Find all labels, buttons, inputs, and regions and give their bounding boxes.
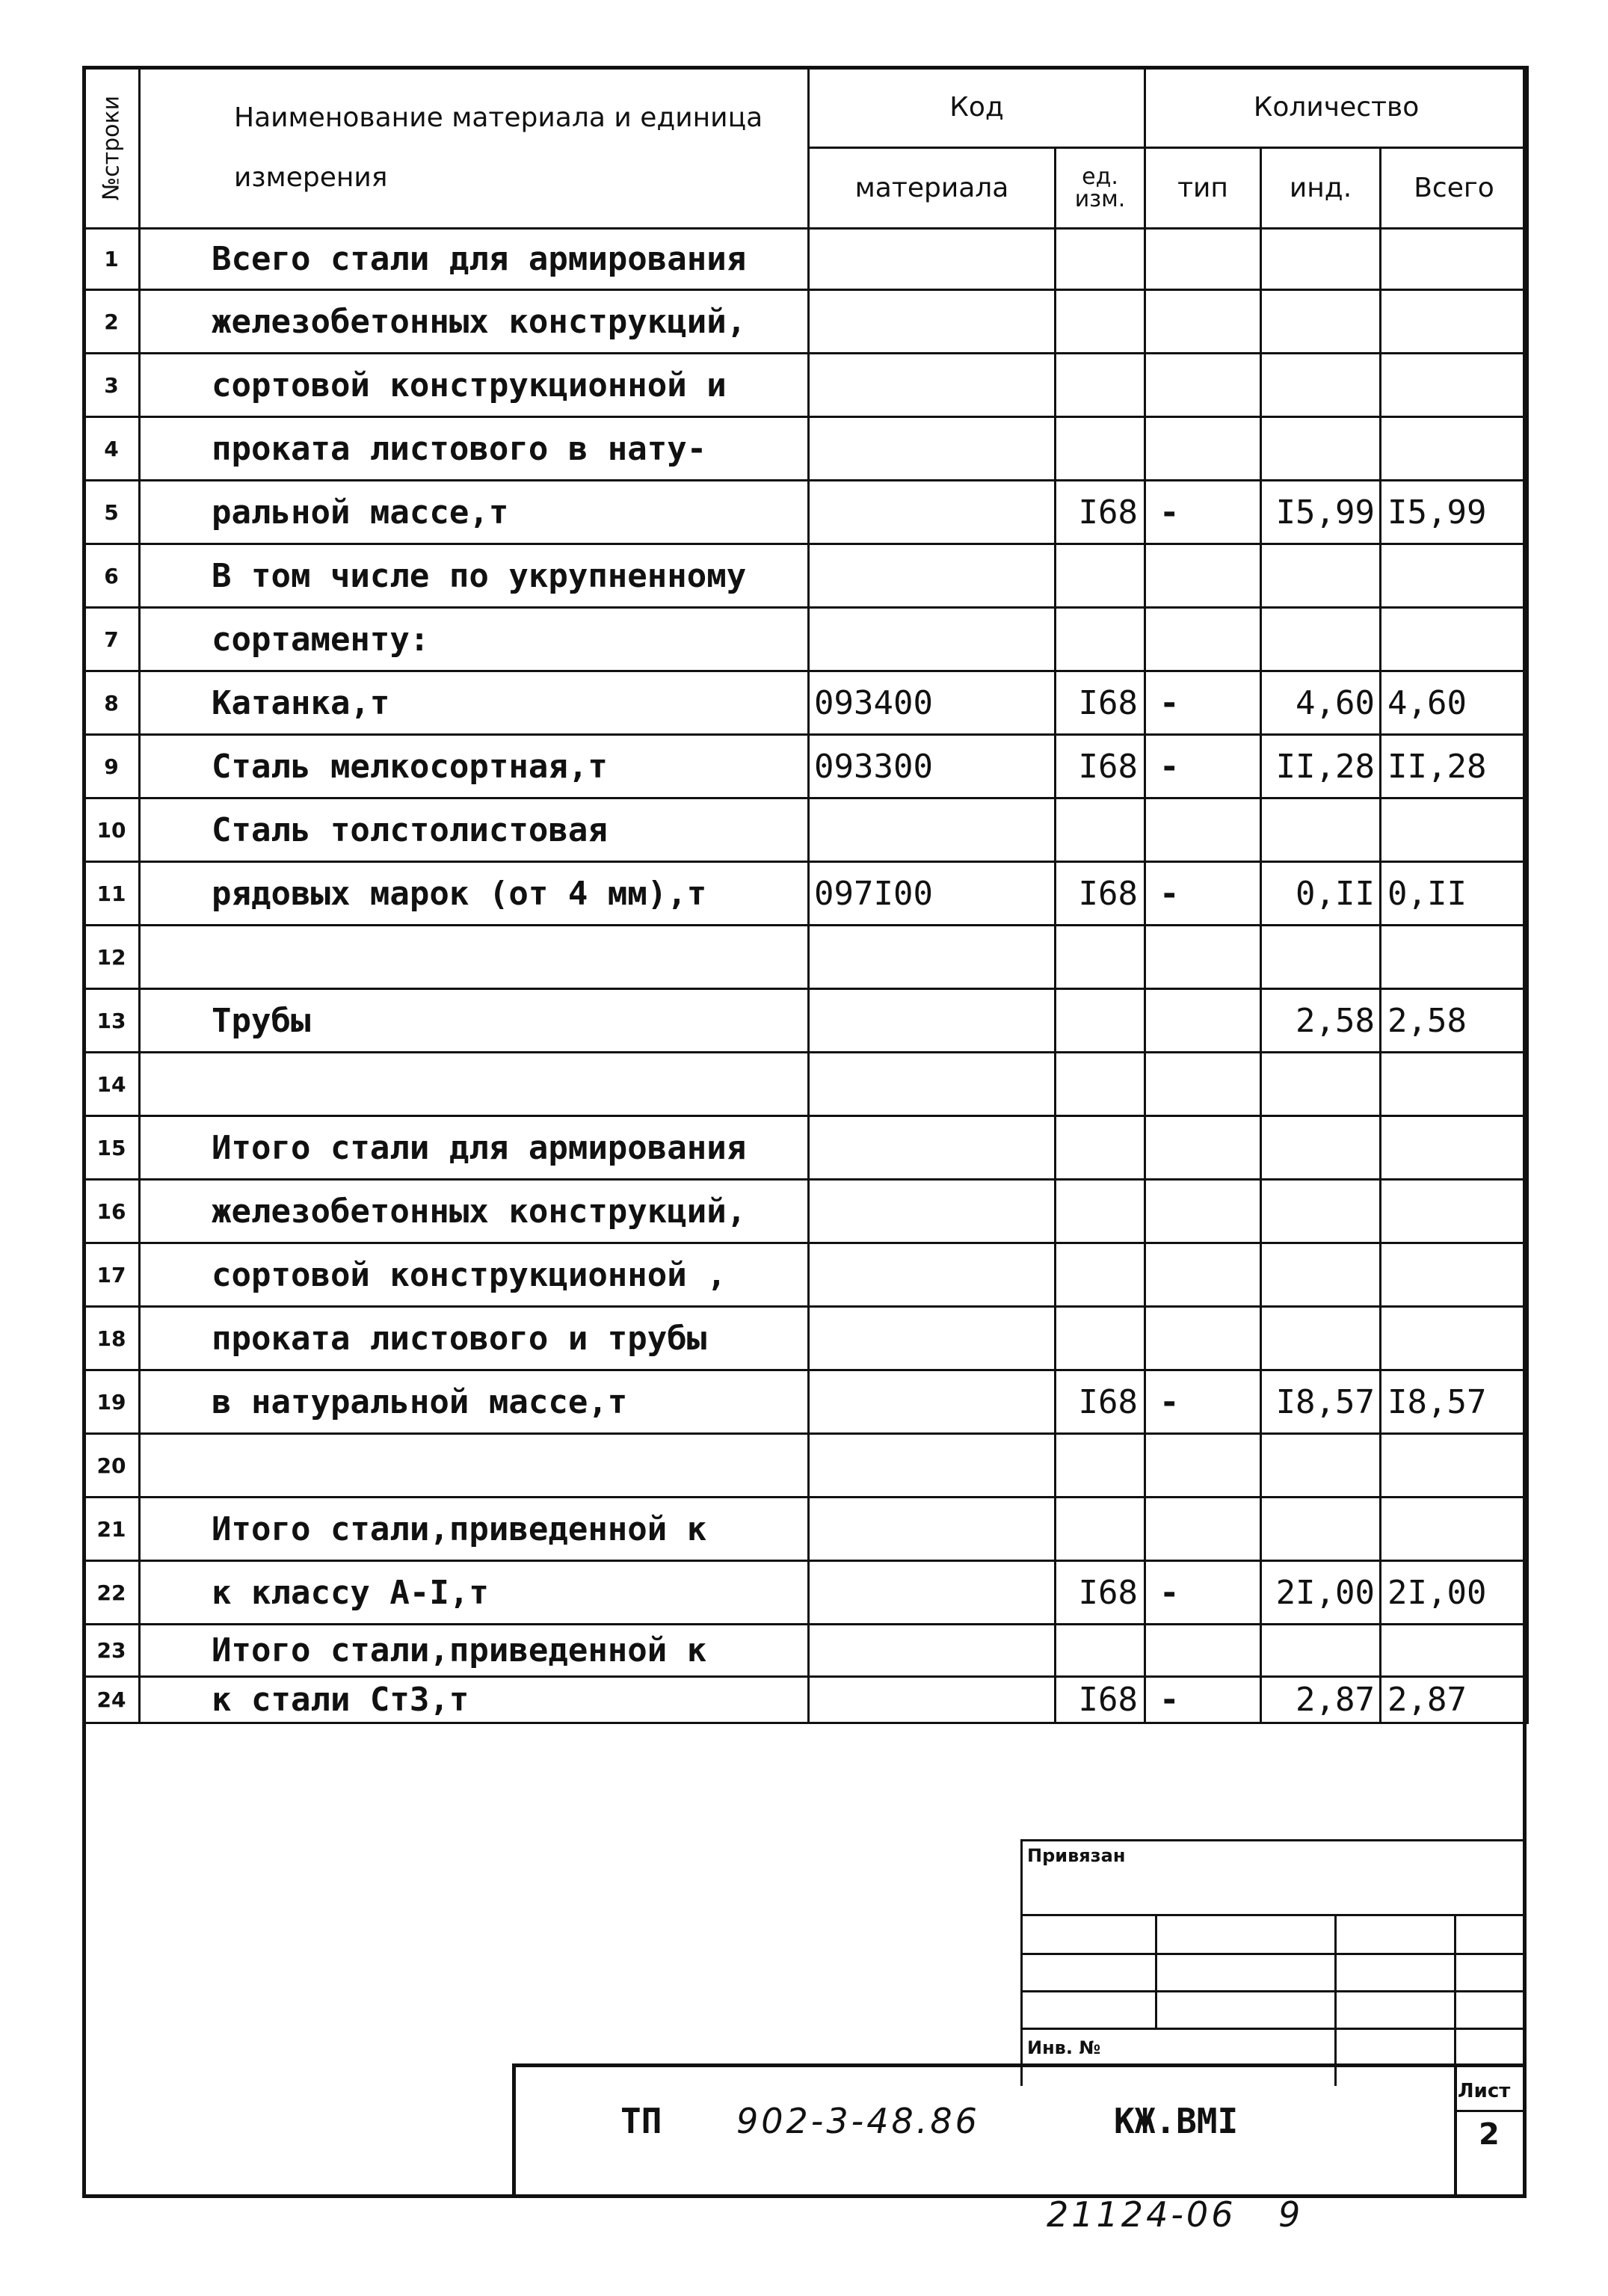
unit-code: I68 [1056, 1370, 1145, 1434]
row-number: 20 [84, 1434, 140, 1498]
header-qty-ind: инд. [1261, 148, 1381, 229]
table-row [84, 1561, 1528, 1625]
header-quantity-group: Количество [1145, 67, 1528, 148]
row-number: 17 [84, 1243, 140, 1307]
row-number: 19 [84, 1370, 140, 1434]
doc-series: ТП [620, 2101, 662, 2141]
material-name: Итого стали,приведенной к [140, 1498, 809, 1561]
row-number: 14 [84, 1053, 140, 1116]
qty-type [1145, 1180, 1261, 1243]
material-code [809, 1561, 1056, 1625]
qty-total [1381, 544, 1528, 608]
qty-type: - [1145, 862, 1261, 926]
material-code [809, 1116, 1056, 1180]
material-code [809, 544, 1056, 608]
header-qty-type: тип [1145, 148, 1261, 229]
table-row [84, 735, 1528, 798]
material-name: к классу А-I,т [140, 1561, 809, 1625]
material-name: рядовых марок (от 4 мм),т [140, 862, 809, 926]
header-material-name: Наименование материала и единица измерения [140, 67, 809, 229]
unit-code [1056, 1243, 1145, 1307]
table-row [84, 1307, 1528, 1370]
material-name: сортовой конструкционной , [140, 1243, 809, 1307]
sheet-number: 2 [1479, 2117, 1500, 2152]
material-code [809, 989, 1056, 1053]
doc-mark: КЖ.ВМI [1114, 2101, 1239, 2141]
row-number: 3 [84, 354, 140, 417]
qty-total [1381, 798, 1528, 862]
materials-table [82, 66, 1529, 1724]
unit-code [1056, 1434, 1145, 1498]
table-row [84, 1370, 1528, 1434]
qty-type [1145, 1243, 1261, 1307]
qty-type [1145, 1053, 1261, 1116]
material-code [809, 1677, 1056, 1723]
qty-ind: 2I,00 [1261, 1561, 1381, 1625]
material-code [809, 481, 1056, 544]
table-row [84, 1053, 1528, 1116]
qty-total: I5,99 [1381, 481, 1528, 544]
qty-total [1381, 1180, 1528, 1243]
qty-total [1381, 229, 1528, 290]
qty-total [1381, 1434, 1528, 1498]
material-code [809, 798, 1056, 862]
qty-type [1145, 1116, 1261, 1180]
qty-total: 4,60 [1381, 671, 1528, 735]
qty-ind [1261, 1498, 1381, 1561]
table-row [84, 354, 1528, 417]
qty-ind [1261, 1243, 1381, 1307]
row-number: 24 [84, 1677, 140, 1723]
qty-total [1381, 354, 1528, 417]
material-code [809, 1053, 1056, 1116]
unit-code [1056, 354, 1145, 417]
row-number: 2 [84, 290, 140, 354]
material-code [809, 354, 1056, 417]
row-number: 8 [84, 671, 140, 735]
qty-total [1381, 1116, 1528, 1180]
qty-total: 2,87 [1381, 1677, 1528, 1723]
qty-ind: 4,60 [1261, 671, 1381, 735]
unit-code: I68 [1056, 1561, 1145, 1625]
unit-code [1056, 1053, 1145, 1116]
unit-code [1056, 290, 1145, 354]
material-code [809, 926, 1056, 989]
table-row [84, 862, 1528, 926]
row-number: 23 [84, 1625, 140, 1677]
qty-ind: II,28 [1261, 735, 1381, 798]
table-row [84, 798, 1528, 862]
unit-code [1056, 608, 1145, 671]
header-code-material: материала [809, 148, 1056, 229]
qty-type [1145, 544, 1261, 608]
qty-total [1381, 1498, 1528, 1561]
qty-ind [1261, 1307, 1381, 1370]
qty-type [1145, 1625, 1261, 1677]
qty-ind: I8,57 [1261, 1370, 1381, 1434]
qty-type [1145, 229, 1261, 290]
unit-code [1056, 417, 1145, 481]
table-row [84, 1498, 1528, 1561]
qty-ind [1261, 1180, 1381, 1243]
row-number: 15 [84, 1116, 140, 1180]
material-name: проката листового в нату- [140, 417, 809, 481]
qty-type [1145, 926, 1261, 989]
qty-total: 2I,00 [1381, 1561, 1528, 1625]
qty-total: I8,57 [1381, 1370, 1528, 1434]
qty-ind [1261, 417, 1381, 481]
qty-ind [1261, 354, 1381, 417]
qty-ind: I5,99 [1261, 481, 1381, 544]
row-number: 18 [84, 1307, 140, 1370]
qty-total [1381, 417, 1528, 481]
qty-total [1381, 1307, 1528, 1370]
material-name [140, 1053, 809, 1116]
table-row [84, 417, 1528, 481]
material-name: сортаменту: [140, 608, 809, 671]
header-code-unit: ед. изм. [1056, 148, 1145, 229]
qty-total: II,28 [1381, 735, 1528, 798]
table-row [84, 926, 1528, 989]
unit-code [1056, 926, 1145, 989]
unit-code: I68 [1056, 862, 1145, 926]
qty-total: 2,58 [1381, 989, 1528, 1053]
qty-total [1381, 1243, 1528, 1307]
material-name: Всего стали для армирования [140, 229, 809, 290]
qty-type [1145, 1498, 1261, 1561]
qty-ind [1261, 1116, 1381, 1180]
row-number: 4 [84, 417, 140, 481]
table-row [84, 1116, 1528, 1180]
qty-type [1145, 608, 1261, 671]
table-row [84, 671, 1528, 735]
unit-code [1056, 1498, 1145, 1561]
material-code [809, 417, 1056, 481]
row-number: 1 [84, 229, 140, 290]
material-name: к стали Ст3,т [140, 1677, 809, 1723]
material-code [809, 290, 1056, 354]
material-name [140, 1434, 809, 1498]
material-name: ральной массе,т [140, 481, 809, 544]
table-row [84, 544, 1528, 608]
qty-type [1145, 798, 1261, 862]
material-name: В том числе по укрупненному [140, 544, 809, 608]
table-row [84, 1625, 1528, 1677]
page-number: 9 [1278, 2194, 1301, 2235]
row-number: 5 [84, 481, 140, 544]
qty-type: - [1145, 671, 1261, 735]
qty-total [1381, 290, 1528, 354]
qty-type: - [1145, 1677, 1261, 1723]
unit-code [1056, 1116, 1145, 1180]
material-code [809, 1370, 1056, 1434]
material-name: железобетонных конструкций, [140, 290, 809, 354]
qty-ind: 0,II [1261, 862, 1381, 926]
table-row [84, 1434, 1528, 1498]
material-name: Итого стали для армирования [140, 1116, 809, 1180]
qty-type [1145, 354, 1261, 417]
table-row [84, 1677, 1528, 1723]
row-number: 7 [84, 608, 140, 671]
qty-ind: 2,87 [1261, 1677, 1381, 1723]
material-name: Трубы [140, 989, 809, 1053]
qty-type: - [1145, 1561, 1261, 1625]
qty-ind [1261, 798, 1381, 862]
unit-code [1056, 798, 1145, 862]
qty-total [1381, 1625, 1528, 1677]
row-number: 9 [84, 735, 140, 798]
material-name: в натуральной массе,т [140, 1370, 809, 1434]
qty-total [1381, 608, 1528, 671]
material-name: Сталь толстолистовая [140, 798, 809, 862]
qty-ind [1261, 1434, 1381, 1498]
material-name: проката листового и трубы [140, 1307, 809, 1370]
qty-ind [1261, 926, 1381, 989]
unit-code [1056, 1307, 1145, 1370]
material-code [809, 1498, 1056, 1561]
unit-code [1056, 989, 1145, 1053]
material-code [809, 1243, 1056, 1307]
material-name: сортовой конструкционной и [140, 354, 809, 417]
title-block-main [512, 2063, 1527, 2198]
unit-code: I68 [1056, 735, 1145, 798]
material-name: Итого стали,приведенной к [140, 1625, 809, 1677]
unit-code [1056, 1625, 1145, 1677]
row-number: 12 [84, 926, 140, 989]
qty-type: - [1145, 1370, 1261, 1434]
qty-type [1145, 989, 1261, 1053]
material-name: Катанка,т [140, 671, 809, 735]
sheet-label: Лист [1458, 2080, 1511, 2102]
inv-label: Инв. № [1027, 2037, 1101, 2058]
qty-total: 0,II [1381, 862, 1528, 926]
qty-ind [1261, 1625, 1381, 1677]
material-code [809, 1307, 1056, 1370]
unit-code: I68 [1056, 671, 1145, 735]
table-row [84, 481, 1528, 544]
row-number: 11 [84, 862, 140, 926]
qty-type: - [1145, 735, 1261, 798]
row-number: 22 [84, 1561, 140, 1625]
header-code-group: Код [809, 67, 1145, 148]
bound-label: Привязан [1027, 1845, 1126, 1866]
material-name [140, 926, 809, 989]
material-name: Сталь мелкосортная,т [140, 735, 809, 798]
row-number: 10 [84, 798, 140, 862]
material-name: железобетонных конструкций, [140, 1180, 809, 1243]
qty-type [1145, 1434, 1261, 1498]
qty-ind [1261, 544, 1381, 608]
qty-ind [1261, 608, 1381, 671]
table-row [84, 989, 1528, 1053]
qty-ind [1261, 290, 1381, 354]
row-number: 6 [84, 544, 140, 608]
material-code [809, 608, 1056, 671]
material-code: 093400 [809, 671, 1056, 735]
qty-type [1145, 1307, 1261, 1370]
header-qty-total: Всего [1381, 148, 1528, 229]
material-code [809, 1434, 1056, 1498]
qty-ind: 2,58 [1261, 989, 1381, 1053]
header-row-number: №строки [84, 67, 140, 229]
qty-type: - [1145, 481, 1261, 544]
row-number: 21 [84, 1498, 140, 1561]
material-code: 093300 [809, 735, 1056, 798]
qty-ind [1261, 229, 1381, 290]
qty-total [1381, 926, 1528, 989]
unit-code [1056, 544, 1145, 608]
qty-total [1381, 1053, 1528, 1116]
unit-code: I68 [1056, 1677, 1145, 1723]
table-row [84, 229, 1528, 290]
unit-code [1056, 229, 1145, 290]
row-number: 13 [84, 989, 140, 1053]
archive-number: 21124-06 [1047, 2194, 1236, 2235]
unit-code: I68 [1056, 481, 1145, 544]
qty-type [1145, 417, 1261, 481]
table-row [84, 290, 1528, 354]
row-number: 16 [84, 1180, 140, 1243]
table-row [84, 1243, 1528, 1307]
material-code [809, 229, 1056, 290]
table-row [84, 1180, 1528, 1243]
material-code: 097I00 [809, 862, 1056, 926]
table-row [84, 608, 1528, 671]
doc-number: 902-3-48.86 [736, 2101, 980, 2141]
unit-code [1056, 1180, 1145, 1243]
qty-type [1145, 290, 1261, 354]
material-code [809, 1180, 1056, 1243]
qty-ind [1261, 1053, 1381, 1116]
material-code [809, 1625, 1056, 1677]
